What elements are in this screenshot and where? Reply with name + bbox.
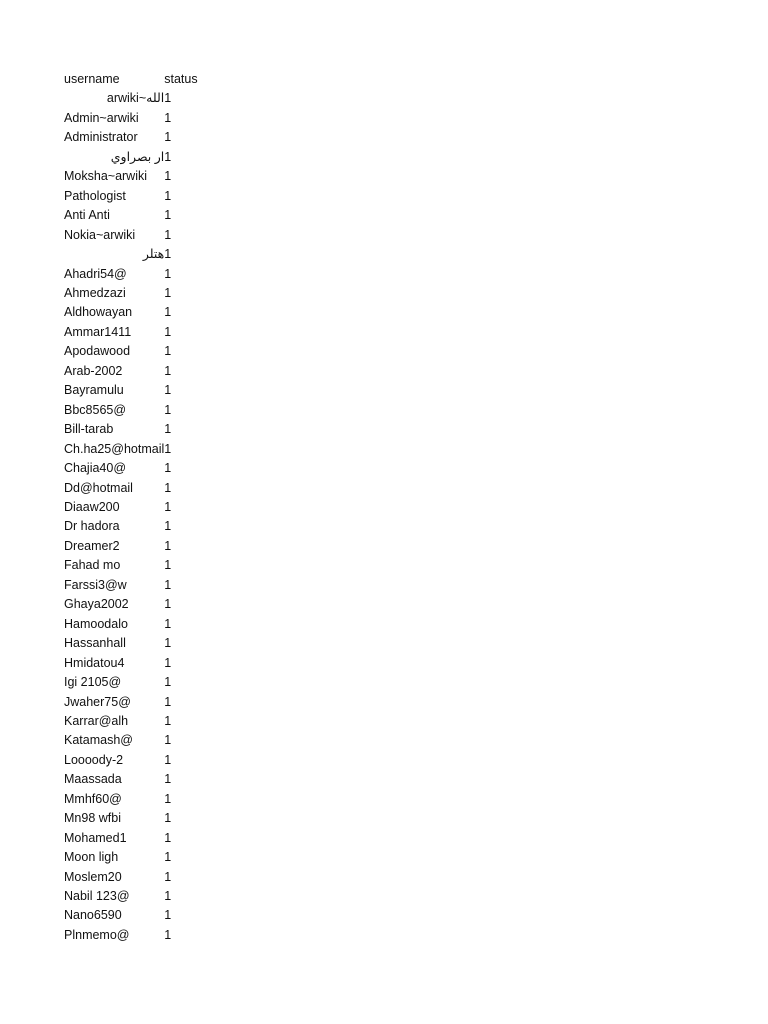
table-row: [64, 654, 204, 673]
username-cell: Mohamed1: [64, 830, 127, 845]
table-row: [64, 790, 204, 809]
username-cell: Katamash@: [64, 733, 133, 748]
username-cell: Administrator: [64, 130, 138, 145]
status-cell: 1: [164, 149, 172, 164]
table-row: [64, 615, 204, 634]
table-row: [64, 89, 204, 108]
status-cell: 1: [164, 383, 172, 398]
username-cell: Mmhf60@: [64, 791, 122, 806]
table-row: [64, 303, 204, 322]
table-row: [64, 770, 204, 789]
status-cell: 1: [164, 850, 172, 865]
username-cell: Chajia40@: [64, 461, 127, 476]
status-cell: 1: [164, 908, 172, 923]
username-cell: Moksha~arwiki: [64, 169, 148, 184]
status-cell: 1: [164, 616, 172, 631]
status-cell: 1: [164, 208, 172, 223]
table-row: [64, 751, 204, 770]
status-cell: 1: [164, 558, 172, 573]
status-cell: 1: [164, 441, 172, 456]
table-row: [64, 848, 204, 867]
username-cell: Plnmemo@: [64, 927, 130, 942]
header-status: status: [164, 72, 198, 86]
username-cell: Hmidatou4: [64, 655, 125, 670]
table-row: [64, 284, 204, 303]
username-cell: Arab-2002: [64, 363, 123, 378]
table-row: [64, 829, 204, 848]
header-row: [64, 70, 204, 89]
username-cell: Dr hadora: [64, 519, 120, 534]
username-cell: Dreamer2: [64, 538, 120, 553]
user-status-table: [64, 70, 204, 945]
status-cell: 1: [164, 227, 172, 242]
status-cell: 1: [164, 538, 172, 553]
table-row: [64, 440, 204, 459]
status-cell: 1: [164, 889, 172, 904]
username-cell: Diaaw200: [64, 499, 120, 514]
status-cell: 1: [164, 830, 172, 845]
table-row: [64, 556, 204, 575]
username-cell: Bbc8565@: [64, 402, 127, 417]
table-row: [64, 342, 204, 361]
status-cell: 1: [164, 480, 172, 495]
status-cell: 1: [164, 577, 172, 592]
table-row: [64, 420, 204, 439]
username-cell: Ahmedzazi: [64, 285, 126, 300]
table-row: [64, 265, 204, 284]
table-row: [64, 576, 204, 595]
username-cell: Farssi3@w: [64, 577, 127, 592]
table-row: [64, 148, 204, 167]
status-cell: 1: [164, 402, 172, 417]
status-cell: 1: [164, 675, 172, 690]
table-row: [64, 693, 204, 712]
status-cell: 1: [164, 461, 172, 476]
status-cell: 1: [164, 733, 172, 748]
table-row: [64, 926, 204, 945]
table-body: [64, 89, 204, 945]
status-cell: 1: [164, 130, 172, 145]
status-cell: 1: [164, 324, 172, 339]
username-cell: Nokia~arwiki: [64, 227, 136, 242]
table-row: [64, 226, 204, 245]
username-cell: Ahadri54@: [64, 266, 127, 281]
table-row: [64, 128, 204, 147]
table-row: [64, 537, 204, 556]
status-cell: 1: [164, 636, 172, 651]
table-row: [64, 906, 204, 925]
username-cell: Ch.ha25@hotmail: [64, 441, 165, 456]
status-cell: 1: [164, 927, 172, 942]
status-cell: 1: [164, 752, 172, 767]
username-cell: Bayramulu: [64, 383, 124, 398]
username-cell: هتلر: [142, 247, 165, 262]
table-row: [64, 887, 204, 906]
table-row: [64, 167, 204, 186]
status-cell: 1: [164, 519, 172, 534]
username-cell: Bill-tarab: [64, 422, 114, 437]
table-row: [64, 401, 204, 420]
spreadsheet-sheet: [64, 70, 204, 945]
username-cell: Hamoodalo: [64, 616, 128, 631]
table-row: [64, 673, 204, 692]
status-cell: 1: [164, 247, 172, 262]
status-cell: 1: [164, 344, 172, 359]
username-cell: Ammar1411: [64, 324, 132, 339]
username-cell: Aldhowayan: [64, 305, 133, 320]
username-cell: Pathologist: [64, 188, 126, 203]
status-cell: 1: [164, 811, 172, 826]
table-row: [64, 712, 204, 731]
username-cell: Hassanhall: [64, 636, 126, 651]
status-cell: 1: [164, 655, 172, 670]
username-cell: Dd@hotmail: [64, 480, 133, 495]
status-cell: 1: [164, 422, 172, 437]
table-row: [64, 498, 204, 517]
table-row: [64, 868, 204, 887]
username-cell: Nano6590: [64, 908, 122, 923]
status-cell: 1: [164, 266, 172, 281]
username-cell: Moslem20: [64, 869, 122, 884]
status-cell: 1: [164, 169, 172, 184]
username-cell: ار بصراوي: [110, 149, 165, 164]
status-cell: 1: [164, 772, 172, 787]
username-cell: Moon ligh: [64, 850, 119, 865]
table-row: [64, 245, 204, 264]
username-cell: Jwaher75@: [64, 694, 131, 709]
status-cell: 1: [164, 188, 172, 203]
status-cell: 1: [164, 91, 172, 106]
username-cell: Admin~arwiki: [64, 110, 139, 125]
username-cell: Loooody-2: [64, 752, 124, 767]
table-row: [64, 381, 204, 400]
table-row: [64, 595, 204, 614]
table-row: [64, 809, 204, 828]
username-cell: Anti Anti: [64, 208, 110, 223]
table-row: [64, 517, 204, 536]
username-cell: Nabil 123@: [64, 889, 130, 904]
status-cell: 1: [164, 285, 172, 300]
username-cell: Mn98 wfbi: [64, 811, 121, 826]
username-cell: Apodawood: [64, 344, 131, 359]
username-cell: الله~arwiki: [106, 91, 165, 106]
status-cell: 1: [164, 110, 172, 125]
status-cell: 1: [164, 499, 172, 514]
status-cell: 1: [164, 713, 172, 728]
table-row: [64, 479, 204, 498]
status-cell: 1: [164, 694, 172, 709]
username-cell: Ghaya2002: [64, 597, 129, 612]
username-cell: Igi 2105@: [64, 675, 122, 690]
status-cell: 1: [164, 363, 172, 378]
status-cell: 1: [164, 791, 172, 806]
status-cell: 1: [164, 869, 172, 884]
status-cell: 1: [164, 597, 172, 612]
table-row: [64, 187, 204, 206]
status-cell: 1: [164, 305, 172, 320]
table-row: [64, 206, 204, 225]
table-row: [64, 323, 204, 342]
username-cell: Fahad mo: [64, 558, 121, 573]
table-row: [64, 634, 204, 653]
table-row: [64, 362, 204, 381]
table-row: [64, 109, 204, 128]
header-username: username: [64, 72, 120, 86]
username-cell: Maassada: [64, 772, 122, 787]
table-row: [64, 731, 204, 750]
username-cell: Karrar@alh: [64, 713, 129, 728]
table-row: [64, 459, 204, 478]
